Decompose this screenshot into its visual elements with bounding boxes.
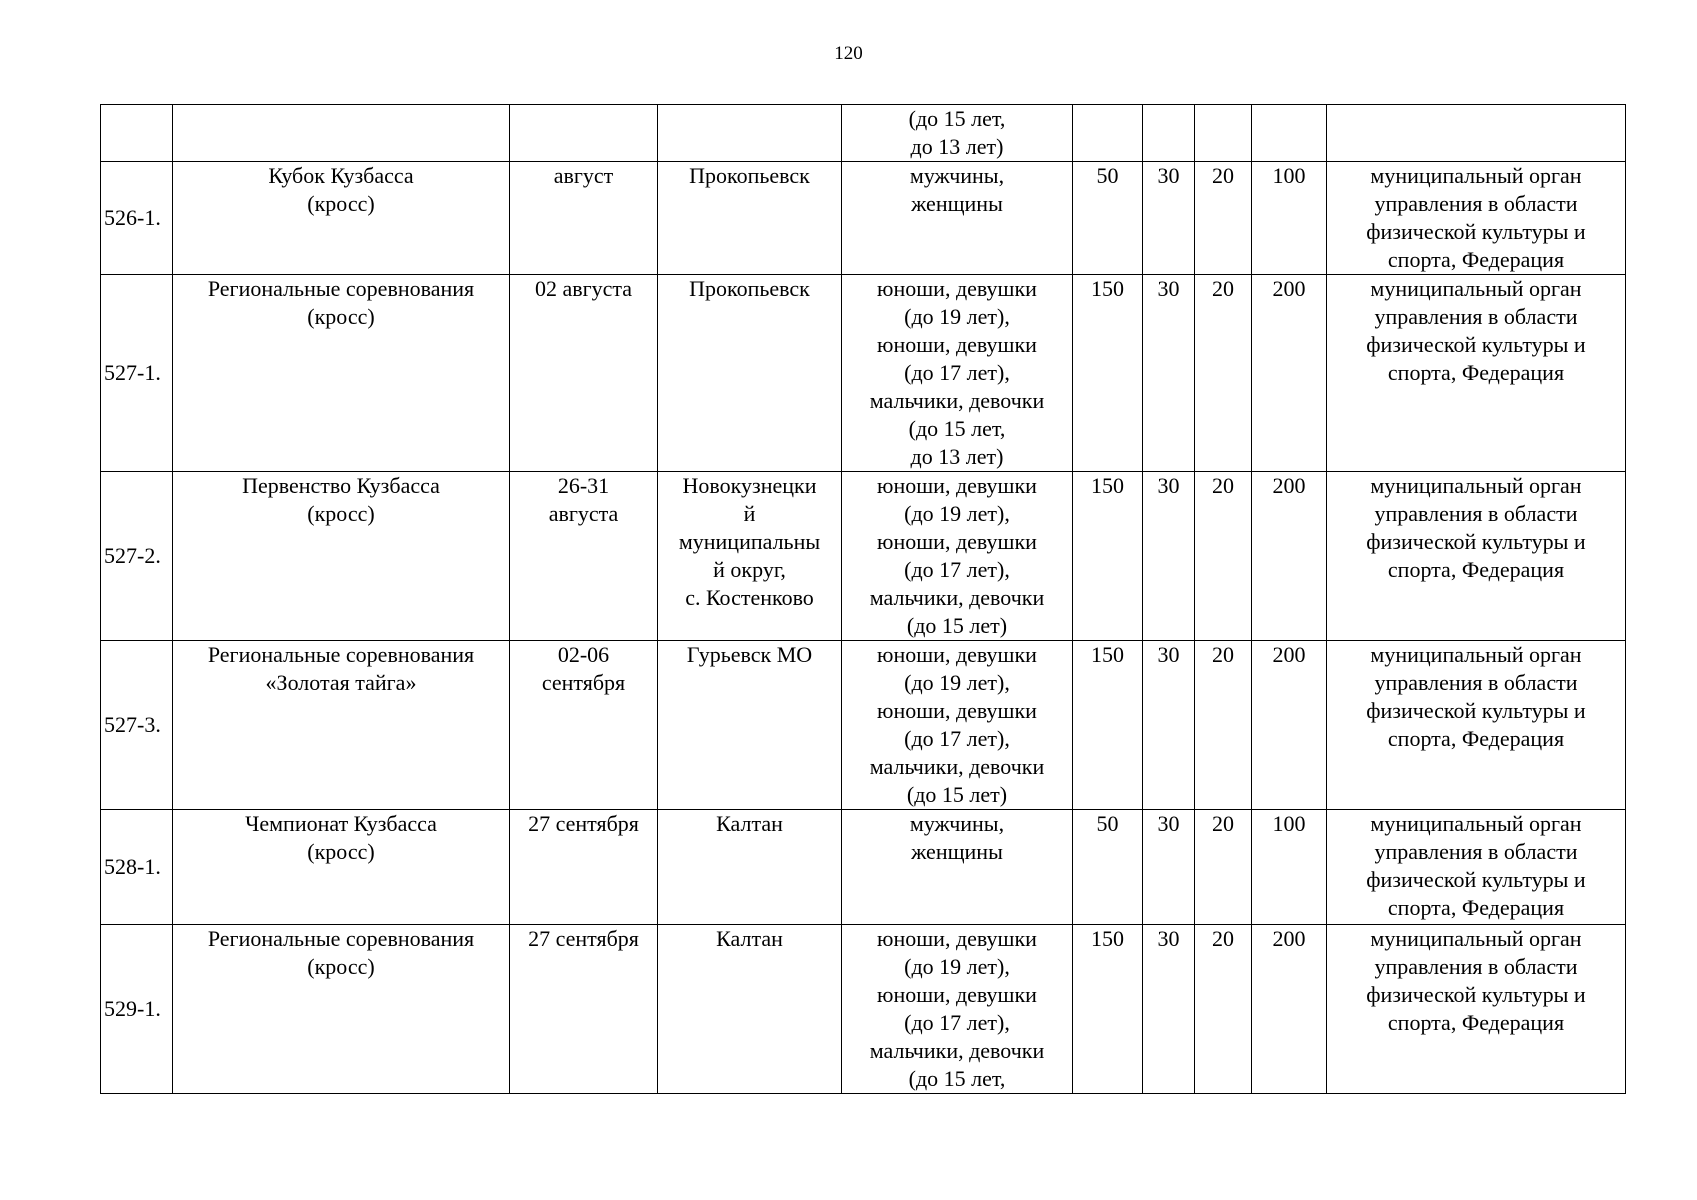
count-col-1: 150 (1073, 641, 1143, 810)
count-col-2 (1143, 105, 1195, 162)
event-place: Калтан (658, 810, 842, 925)
table-row (101, 641, 1626, 810)
count-col-1: 50 (1073, 810, 1143, 925)
count-col-3: 20 (1195, 641, 1252, 810)
event-name: Региональные соревнования «Золотая тайга» (173, 641, 510, 810)
count-col-1 (1073, 105, 1143, 162)
table-row (101, 162, 1626, 275)
count-col-3: 20 (1195, 162, 1252, 275)
count-col-2: 30 (1143, 641, 1195, 810)
event-participants: юноши, девушки (до 19 лет), юноши, девушки (до 17 лет), мальчики, девочки (до 15 лет) (842, 641, 1073, 810)
event-organizer: муниципальный орган управления в области физической культуры и спорта, Федерация (1327, 810, 1626, 925)
row-number: 527-2. (101, 472, 173, 641)
event-name: Первенство Кузбасса (кросс) (173, 472, 510, 641)
count-col-3: 20 (1195, 472, 1252, 641)
event-date: 02-06 сентября (510, 641, 658, 810)
row-number: 529-1. (101, 925, 173, 1094)
row-number (101, 105, 173, 162)
event-date: август (510, 162, 658, 275)
event-date (510, 105, 658, 162)
event-participants: юноши, девушки (до 19 лет), юноши, девушки (до 17 лет), мальчики, девочки (до 15 лет, до 13 лет) (842, 275, 1073, 472)
event-date: 26-31 августа (510, 472, 658, 641)
event-name: Региональные соревнования (кросс) (173, 275, 510, 472)
count-col-3: 20 (1195, 275, 1252, 472)
table-row (101, 472, 1626, 641)
count-col-2: 30 (1143, 162, 1195, 275)
event-date: 27 сентября (510, 925, 658, 1094)
count-total: 200 (1252, 925, 1327, 1094)
event-participants: мужчины, женщины (842, 810, 1073, 925)
event-place: Прокопьевск (658, 162, 842, 275)
event-organizer: муниципальный орган управления в области физической культуры и спорта, Федерация (1327, 925, 1626, 1094)
event-place: Калтан (658, 925, 842, 1094)
count-col-2: 30 (1143, 810, 1195, 925)
count-col-2: 30 (1143, 925, 1195, 1094)
count-col-1: 150 (1073, 925, 1143, 1094)
count-total: 200 (1252, 641, 1327, 810)
event-name (173, 105, 510, 162)
count-total (1252, 105, 1327, 162)
event-place: Гурьевск МО (658, 641, 842, 810)
event-organizer (1327, 105, 1626, 162)
event-date: 02 августа (510, 275, 658, 472)
table-row (101, 105, 1626, 162)
event-organizer: муниципальный орган управления в области физической культуры и спорта, Федерация (1327, 275, 1626, 472)
count-col-1: 150 (1073, 472, 1143, 641)
event-participants: юноши, девушки (до 19 лет), юноши, девушки (до 17 лет), мальчики, девочки (до 15 лет, (842, 925, 1073, 1094)
event-organizer: муниципальный орган управления в области физической культуры и спорта, Федерация (1327, 641, 1626, 810)
count-col-1: 150 (1073, 275, 1143, 472)
count-total: 100 (1252, 810, 1327, 925)
event-participants: (до 15 лет, до 13 лет) (842, 105, 1073, 162)
event-place: Новокузнецки й муниципальны й округ, с. Костенково (658, 472, 842, 641)
count-col-3: 20 (1195, 925, 1252, 1094)
event-place: Прокопьевск (658, 275, 842, 472)
count-total: 100 (1252, 162, 1327, 275)
row-number: 527-3. (101, 641, 173, 810)
row-number: 526-1. (101, 162, 173, 275)
event-participants: юноши, девушки (до 19 лет), юноши, девушки (до 17 лет), мальчики, девочки (до 15 лет) (842, 472, 1073, 641)
event-name: Региональные соревнования (кросс) (173, 925, 510, 1094)
event-name: Кубок Кузбасса (кросс) (173, 162, 510, 275)
count-col-2: 30 (1143, 472, 1195, 641)
events-table (100, 104, 1626, 1094)
event-organizer: муниципальный орган управления в области физической культуры и спорта, Федерация (1327, 472, 1626, 641)
count-total: 200 (1252, 472, 1327, 641)
count-total: 200 (1252, 275, 1327, 472)
count-col-3 (1195, 105, 1252, 162)
count-col-2: 30 (1143, 275, 1195, 472)
table-row (101, 275, 1626, 472)
table-row (101, 925, 1626, 1094)
row-number: 528-1. (101, 810, 173, 925)
count-col-3: 20 (1195, 810, 1252, 925)
event-organizer: муниципальный орган управления в области физической культуры и спорта, Федерация (1327, 162, 1626, 275)
event-participants: мужчины, женщины (842, 162, 1073, 275)
table-row (101, 810, 1626, 925)
event-date: 27 сентября (510, 810, 658, 925)
event-place (658, 105, 842, 162)
count-col-1: 50 (1073, 162, 1143, 275)
event-name: Чемпионат Кузбасса (кросс) (173, 810, 510, 925)
row-number: 527-1. (101, 275, 173, 472)
page-number: 120 (834, 43, 863, 64)
